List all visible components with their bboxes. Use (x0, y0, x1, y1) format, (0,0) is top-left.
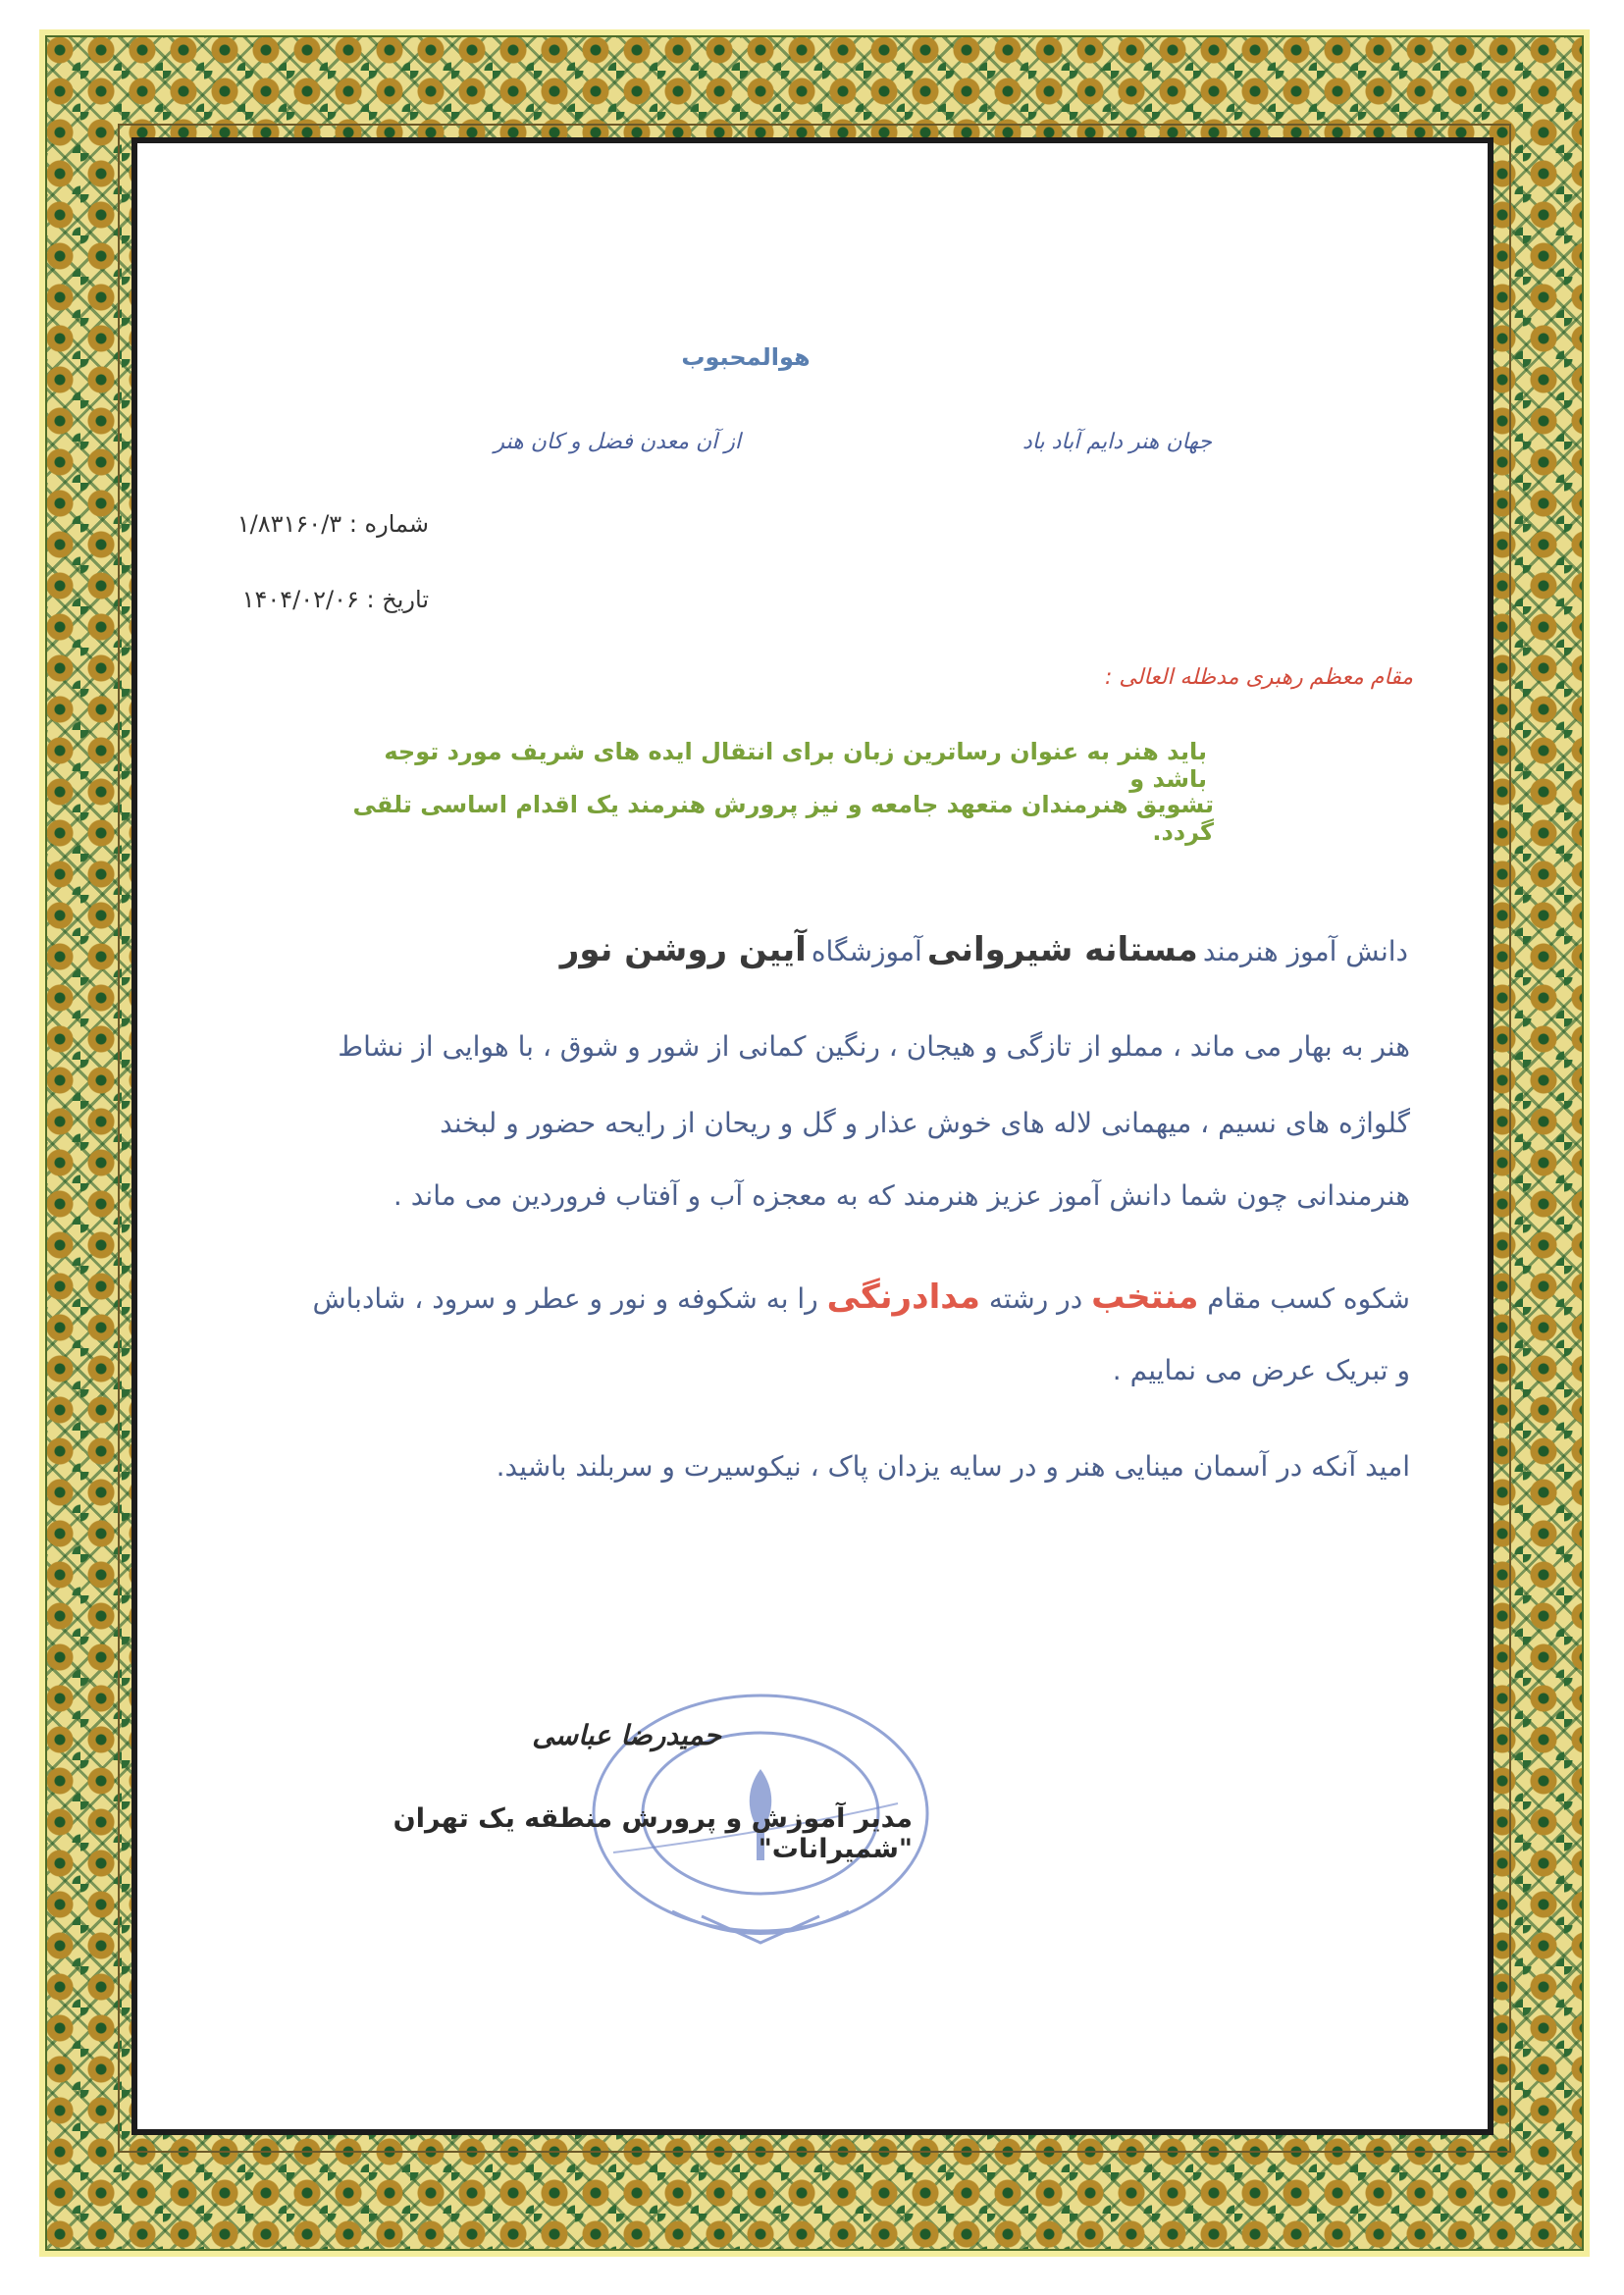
closing-line: امید آنکه در آسمان مینایی هنر و در سایه یزدان پاک ، نیکوسیرت و سربلند باشید. (496, 1450, 1410, 1483)
letter-date (174, 586, 429, 613)
number-label: شماره : (348, 510, 429, 538)
date-value: ۱۴۰۴/۰۲/۰۶ (241, 586, 359, 613)
award-field: مدادرنگی (826, 1278, 980, 1317)
quote-line-2: تشویق هنرمندان متعهد جامعه و نیز پرورش هنرمند یک اقدام اساسی تلقی گردد. (352, 791, 1214, 846)
award-text-3: را به شکوفه و نور و عطر و سرود ، شادباش (312, 1282, 818, 1315)
award-text-2: در رشته (988, 1282, 1083, 1315)
signatory-title: مدیر آموزش و پرورش منطقه یک تهران "شمیرانات" (393, 1803, 913, 1864)
quote-line-1: باید هنر به عنوان رساترین زبان برای انتقال ایده های شریف مورد توجه باشد و (384, 738, 1207, 793)
recipient-name: مستانه شیروانی (926, 930, 1198, 969)
body-line-2: گلواژه های نسیم ، میهمانی لاله های خوش عذار و گل و ریحان از رایحه حضور و لبخند (440, 1107, 1410, 1139)
poem-verse-right: جهان هنر دایم آباد باد (1022, 430, 1212, 454)
letter-number (174, 510, 429, 538)
award-line (233, 1278, 1410, 1317)
school-name: آیین روشن نور (559, 930, 807, 969)
number-value: ۱/۸۳۱۶۰/۳ (236, 510, 342, 538)
recipient-prefix: دانش آموز هنرمند (1202, 935, 1408, 967)
body-line-1: هنر به بهار می ماند ، مملو از تازگی و هیجان ، رنگین کمانی از شور و شوق ، با هوایی از نشاط (338, 1030, 1410, 1063)
invocation-heading: هوالمحبوب (681, 343, 811, 371)
poem-verse-left: از آن معدن فضل و کان هنر (494, 430, 741, 454)
recipient-line (231, 930, 1408, 969)
award-rank: منتخب (1091, 1278, 1199, 1317)
body-line-3: هنرمندانی چون شما دانش آموز عزیز هنرمند که به معجزه آب و آفتاب فروردین می ماند . (393, 1179, 1410, 1212)
quote-attribution: مقام معظم رهبری مدظله العالی : (1104, 665, 1413, 690)
signatory-name: حمیدرضا عباسی (532, 1719, 721, 1751)
date-label: تاریخ : (366, 586, 429, 613)
award-text-1: شکوه کسب مقام (1207, 1282, 1410, 1315)
school-label: آموزشگاه (811, 935, 922, 967)
award-line-2: و تبریک عرض می نماییم . (1112, 1354, 1410, 1386)
